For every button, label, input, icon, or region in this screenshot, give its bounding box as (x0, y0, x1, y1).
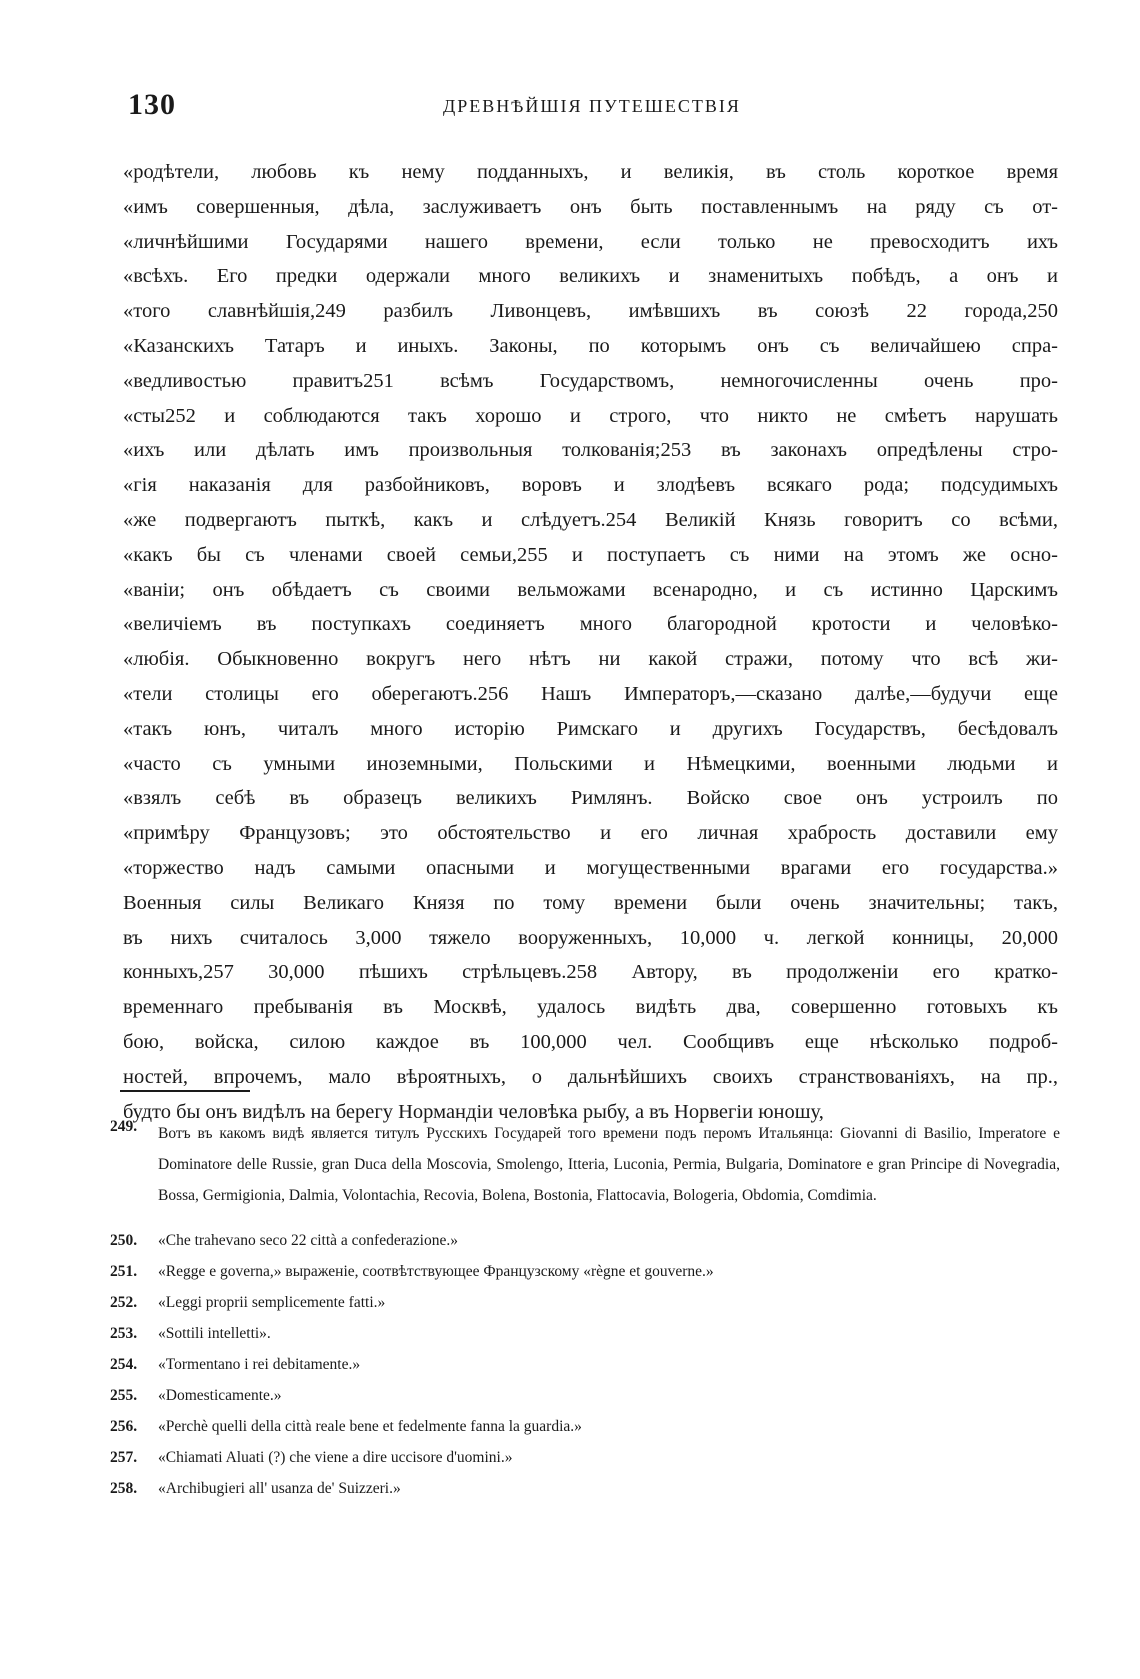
running-title: ДРЕВНѢЙШІЯ ПУТЕШЕСТВІЯ (443, 96, 741, 116)
text-line: временнаго пребыванія въ Москвѣ, удалось видѣть два, совершенно готовыхъ къ (123, 996, 1058, 1019)
text-line: «гія наказанія для разбойниковъ, воровъ и злодѣевъ всякаго рода; подсудимыхъ (123, 474, 1058, 497)
footnote-number: 255. (110, 1387, 138, 1404)
footnote-text: «Che trahevano seco 22 città a confederazione.» (158, 1232, 458, 1249)
footnotes (110, 1118, 1060, 1504)
footnote-256 (110, 1411, 1060, 1442)
footnote-text: Вотъ въ какомъ видѣ является титулъ Русскихъ Государей того времени подъ перомъ Итальянца: Giovanni di Basilio, Imperatore e Dominatore delle Russie, gran Duca della Moscovia, Smolengo, Itteria, Luconia, Permia, Bulgaria, Dominatore e gran Principe di Novegradia, Bossa, Germigionia, Dalmia, Volontachia, Recovia, Bolena, Bostonia, Flattocavia, Bologeria, Obdomia, Comdimia. (158, 1125, 1060, 1204)
footnote-text: «Archibugieri all' usanza de' Suizzeri.» (158, 1480, 401, 1497)
text-line: «примѣру Французовъ; это обстоятельство и его личная храбрость доставили ему (123, 822, 1058, 845)
footnote-text: «Regge e governa,» выраженіе, соотвѣтствующее Французскому «règne et gouverne.» (158, 1263, 714, 1280)
footnote-number: 251. (110, 1263, 138, 1280)
text-line: «Казанскихъ Татаръ и иныхъ. Законы, по которымъ онъ съ величайшею спра- (123, 334, 1058, 357)
footnote-258 (110, 1473, 1060, 1504)
text-line: «того славнѣйшія,249 разбилъ Ливонцевъ, имѣвшихъ въ союзѣ 22 города,250 (123, 300, 1058, 323)
footnote-number: 254. (110, 1356, 138, 1373)
footnote-number: 257. (110, 1449, 138, 1466)
text-line: будто бы онъ видѣлъ на берегу Нормандіи человѣка рыбу, а въ Норвегіи юношу, (123, 1100, 824, 1123)
footnote-number: 249. (110, 1118, 138, 1135)
text-line: «ихъ или дѣлать имъ произвольныя толкованія;253 въ законахъ опредѣлены стро- (123, 439, 1058, 462)
main-text (123, 155, 1058, 1129)
footnote-text: «Sottili intelletti». (158, 1325, 271, 1342)
text-line: «торжество надъ самыми опасными и могущественными врагами его государства.» (123, 856, 1058, 879)
footnote-text: «Tormentano i rei debitamente.» (158, 1356, 361, 1373)
text-line: «всѣхъ. Его предки одержали много великихъ и знаменитыхъ побѣдъ, а онъ и (123, 265, 1058, 288)
text-line: «же подвергаютъ пыткѣ, какъ и слѣдуетъ.254 Великій Князь говоритъ со всѣми, (123, 508, 1058, 531)
footnote-number: 250. (110, 1232, 138, 1249)
text-line: «часто съ умными иноземными, Польскими и Нѣмецкими, военными людьми и (123, 752, 1058, 775)
footnote-253 (110, 1318, 1060, 1349)
footnote-text: «Perchè quelli della città reale bene et fedelmente fanna la guardia.» (158, 1418, 582, 1435)
text-line: Военныя силы Великаго Князя по тому времени были очень значительны; такъ, (123, 891, 1058, 914)
text-line: «имъ совершенныя, дѣла, заслуживаетъ онъ быть поставленнымъ на ряду съ от- (123, 195, 1058, 218)
text-line: «какъ бы съ членами своей семьи,255 и поступаетъ съ ними на этомъ же осно- (123, 543, 1058, 566)
footnote-text: «Chiamati Aluati (?) che viene a dire uccisore d'uomini.» (158, 1449, 513, 1466)
text-line: «тели столицы его оберегаютъ.256 Нашъ Императоръ,—сказано далѣе,—будучи еще (123, 682, 1058, 705)
footnote-text: «Domesticamente.» (158, 1387, 282, 1404)
footnote-257 (110, 1442, 1060, 1473)
footnote-number: 258. (110, 1480, 138, 1497)
text-line: конныхъ,257 30,000 пѣшихъ стрѣльцевъ.258 Автору, въ продолженіи его кратко- (123, 961, 1058, 984)
text-line: «любія. Обыкновенно вокругъ него нѣтъ ни какой стражи, потому что всѣ жи- (123, 648, 1058, 671)
footnote-number: 252. (110, 1294, 138, 1311)
footnote-number: 256. (110, 1418, 138, 1435)
text-line: «ваніи; онъ обѣдаетъ съ своими вельможами всенародно, и съ истинно Царскимъ (123, 578, 1058, 601)
footnote-divider (120, 1090, 250, 1092)
text-line: «ведливостью правитъ251 всѣмъ Государствомъ, немногочисленны очень про- (123, 369, 1058, 392)
text-line: «родѣтели, любовь къ нему подданныхъ, и великія, въ столь короткое время (123, 161, 1058, 183)
footnote-250 (110, 1225, 1060, 1256)
footnote-255 (110, 1380, 1060, 1411)
text-line: «величіемъ въ поступкахъ соединяетъ много благородной кротости и человѣко- (123, 613, 1058, 636)
text-line: «такъ юнъ, читалъ много исторію Римскаго и другихъ Государствъ, бесѣдовалъ (123, 717, 1058, 740)
footnote-254 (110, 1349, 1060, 1380)
page-header (128, 88, 1058, 128)
text-line: ностей, впрочемъ, мало вѣроятныхъ, о дальнѣйшихъ своихъ странствованіяхъ, на пр., (123, 1065, 1058, 1088)
footnote-number: 253. (110, 1325, 138, 1342)
text-line: «взялъ себѣ въ образецъ великихъ Римлянъ. Войско свое онъ устроилъ по (123, 787, 1058, 810)
footnote-252 (110, 1287, 1060, 1318)
footnote-249 (110, 1118, 1060, 1211)
footnote-251 (110, 1256, 1060, 1287)
text-line: «личнѣйшими Государями нашего времени, если только не превосходитъ ихъ (123, 230, 1058, 253)
text-line: бою, войска, силою каждое въ 100,000 чел. Сообщивъ еще нѣсколько подроб- (123, 1030, 1058, 1053)
text-line: «сты252 и соблюдаются такъ хорошо и строго, что никто не смѣетъ нарушать (123, 404, 1058, 427)
page-number: 130 (128, 88, 176, 121)
text-line: въ нихъ считалось 3,000 тяжело вооруженныхъ, 10,000 ч. легкой конницы, 20,000 (123, 926, 1058, 949)
footnote-text: «Leggi proprii semplicemente fatti.» (158, 1294, 386, 1311)
